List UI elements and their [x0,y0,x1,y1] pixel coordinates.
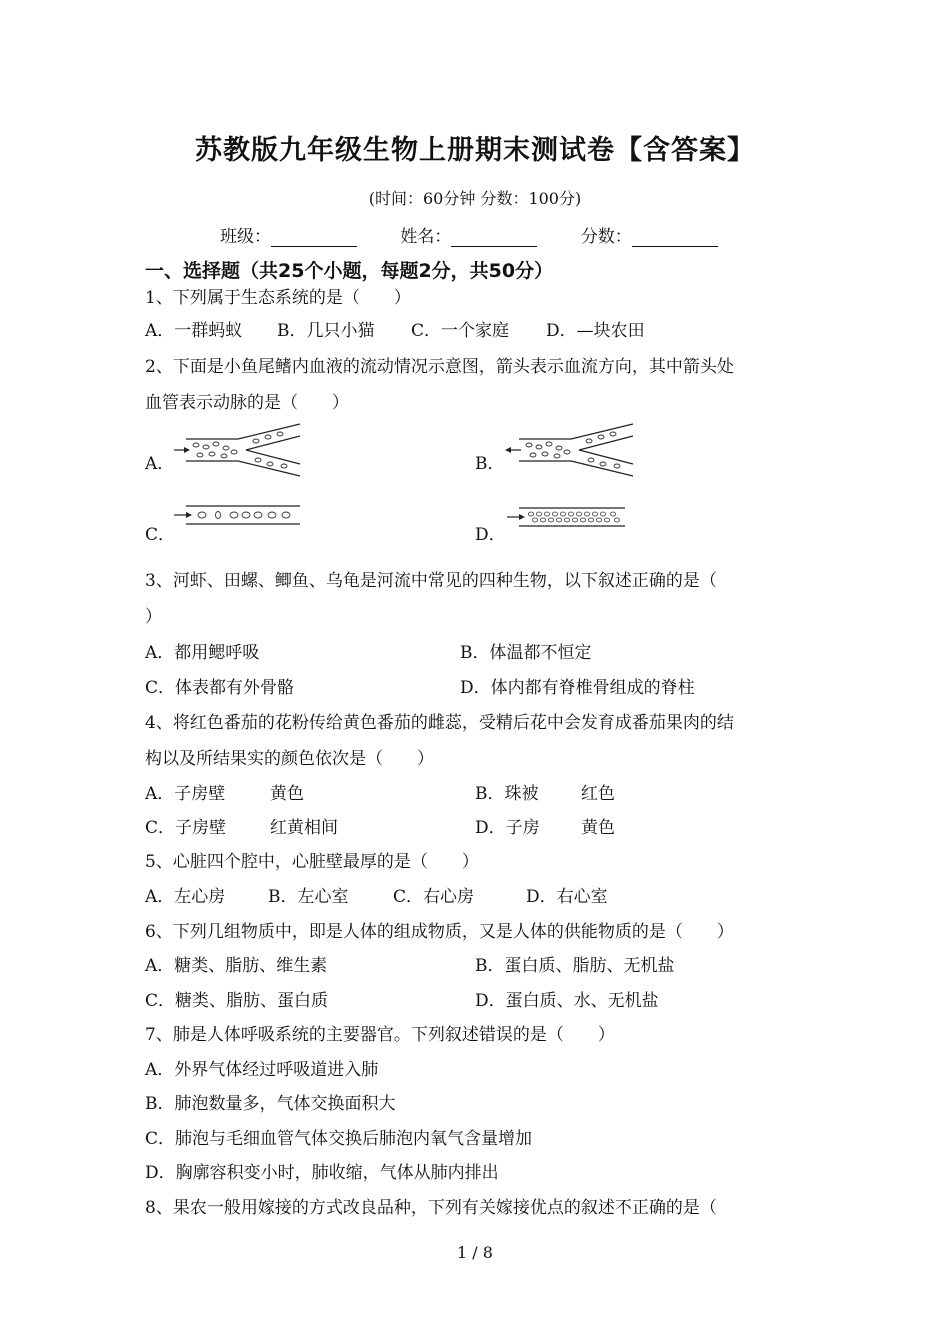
question-4-option-a: A．子房壁 [145,784,226,804]
page-number: 1 / 8 [457,1243,493,1262]
question-1-option-c: C．一个家庭 [411,321,510,341]
question-5-option-a: A．左心房 [145,887,226,907]
name-blank[interactable] [451,230,537,247]
question-5-option-d: D．右心室 [526,887,608,907]
question-3-option-d: D．体内都有脊椎骨组成的脊柱 [460,678,695,698]
question-6-option-c: C．糖类、脂肪、蛋白质 [145,991,329,1011]
vessel-diagram-icon [503,505,627,529]
question-4-option-b-color: 红色 [581,784,615,804]
question-2-stem-cont: 血管表示动脉的是（ ） [145,393,349,413]
vein-merging-diagram-icon [503,422,637,478]
question-1-option-b: B．几只小猫 [277,321,375,341]
question-4-option-b: B．珠被 [475,784,539,804]
question-1-option-a: A．一群蚂蚁 [145,321,243,341]
question-3-stem: 3、河虾、田螺、鲫鱼、乌龟是河流中常见的四种生物，以下叙述正确的是（ [145,571,717,591]
exam-info: (时间：60分钟 分数：100分) [368,189,582,208]
question-5-option-c: C．右心房 [393,887,475,907]
artery-branching-diagram-icon [172,422,304,478]
question-5-option-b: B．左心室 [268,887,349,907]
name-field: 姓名： [400,222,537,247]
question-6-stem: 6、下列几组物质中，即是人体的组成物质，又是人体的供能物质的是（ ） [145,922,734,942]
question-5-stem: 5、心脏四个腔中，心脏壁最厚的是（ ） [145,852,479,872]
question-2-option-d: D． [475,525,506,545]
student-info-fields [220,222,756,247]
question-4-stem: 4、将红色番茄的花粉传给黄色番茄的雌蕊，受精后花中会发育成番茄果肉的结 [145,713,734,733]
question-1-stem: 1、下列属于生态系统的是（ ） [145,288,411,308]
question-4-option-c-color: 红黄相间 [270,818,338,838]
question-4-option-d-color: 黄色 [581,818,615,838]
class-blank[interactable] [271,230,357,247]
question-6-option-a: A．糖类、脂肪、维生素 [145,956,328,976]
question-6-option-b: B．蛋白质、脂肪、无机盐 [475,956,675,976]
question-3-option-c: C．体表都有外骨骼 [145,678,295,698]
question-1-option-d: D．—块农田 [546,321,645,341]
class-field: 班级： [220,222,357,247]
question-4-option-d: D．子房 [475,818,540,838]
question-2-option-b: B． [475,454,505,474]
page-title: 苏教版九年级生物上册期末测试卷【含答案】 [195,135,755,166]
question-4-option-a-color: 黄色 [270,784,304,804]
question-7-option-c: C．肺泡与毛细血管气体交换后肺泡内氧气含量增加 [145,1129,533,1149]
question-7-option-d: D．胸廓容积变小时，肺收缩，气体从肺内排出 [145,1163,499,1183]
section-heading: 一、选择题（共25个小题，每题2分，共50分） [145,260,554,282]
question-8-stem: 8、果农一般用嫁接的方式改良品种，下列有关嫁接优点的叙述不正确的是（ [145,1198,717,1218]
question-2-option-c: C． [145,525,176,545]
question-4-option-c: C．子房壁 [145,818,227,838]
question-3-option-a: A．都用鳃呼吸 [145,643,260,663]
question-6-option-d: D．蛋白质、水、无机盐 [475,991,659,1011]
question-7-option-b: B．肺泡数量多，气体交换面积大 [145,1094,396,1114]
question-3-stem-cont: ） [145,607,162,627]
capillary-diagram-icon [172,503,302,527]
question-2-stem: 2、下面是小鱼尾鳍内血液的流动情况示意图，箭头表示血流方向，其中箭头处 [145,357,734,377]
question-7-stem: 7、肺是人体呼吸系统的主要器官。下列叙述错误的是（ ） [145,1025,615,1045]
score-field: 分数： [581,222,718,247]
score-blank[interactable] [632,230,718,247]
question-7-option-a: A．外界气体经过呼吸道进入肺 [145,1060,379,1080]
question-3-option-b: B．体温都不恒定 [460,643,592,663]
question-4-stem-cont: 构以及所结果实的颜色依次是（ ） [145,749,434,769]
question-2-option-a: A． [145,454,175,474]
